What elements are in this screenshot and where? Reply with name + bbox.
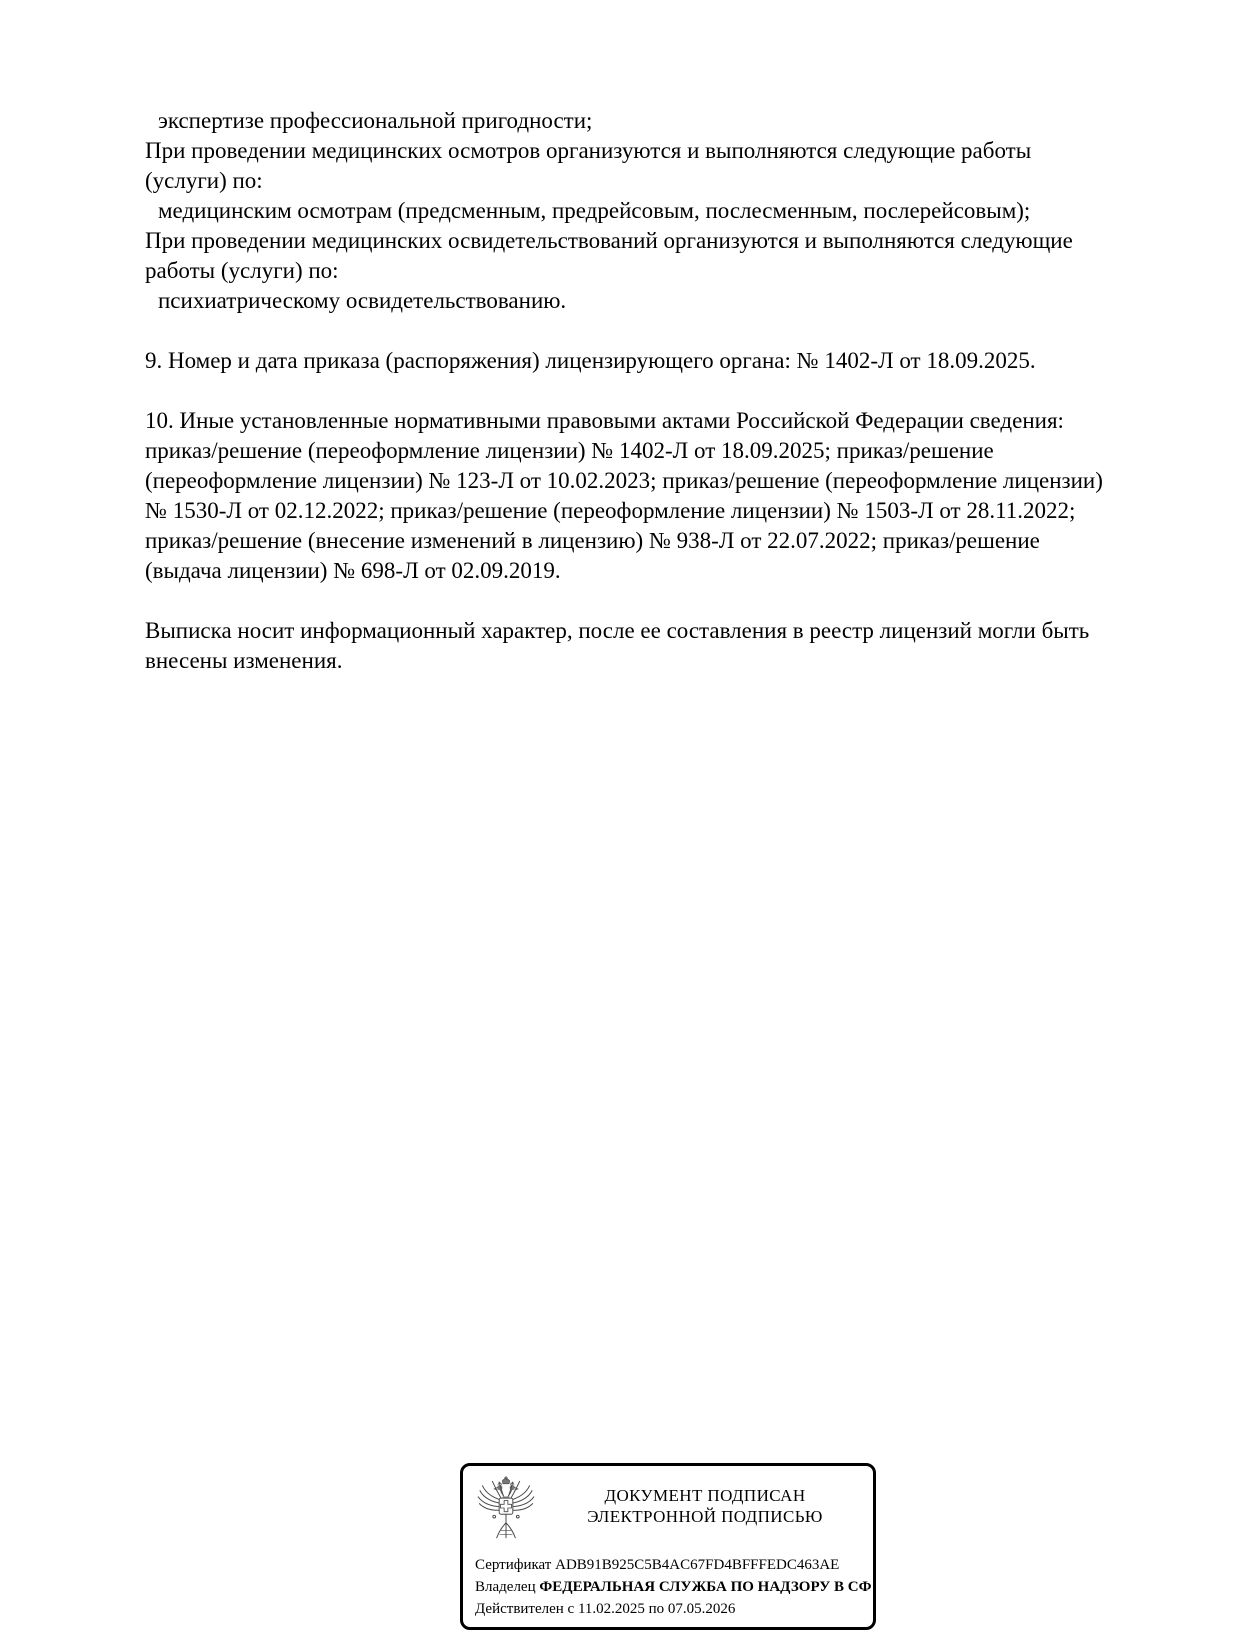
- certificate-value: ADB91B925C5B4AC67FD4BFFFEDC463AE: [555, 1557, 840, 1573]
- text-line: 10. Иные установленные нормативными правовыми актами Российской Федерации сведения:: [145, 408, 1064, 433]
- document-body: [145, 106, 1205, 676]
- text-line: Выписка носит информационный характер, после ее составления в реестр лицензий могли быть: [145, 618, 1090, 643]
- owner-value: ФЕДЕРАЛЬНАЯ СЛУЖБА ПО НАДЗОРУ В СФ: [539, 1579, 872, 1595]
- text-line: медицинским осмотрам (предсменным, предрейсовым, послесменным, послерейсовым);: [158, 198, 1031, 223]
- owner-label: Владелец: [475, 1579, 536, 1595]
- disclaimer: [145, 616, 1205, 676]
- text-line: экспертизе профессиональной пригодности;: [158, 108, 593, 133]
- item-10-other-info: [145, 406, 1205, 586]
- stamp-title-line2: ЭЛЕКТРОННОЙ ПОДПИСЬЮ: [587, 1507, 823, 1526]
- text-line: 9. Номер и дата приказа (распоряжения) лицензирующего органа: № 1402-Л от 18.09.2025.: [145, 348, 1036, 373]
- validity-row: Действителен с 11.02.2025 по 07.05.2026: [475, 1601, 736, 1617]
- text-line: приказ/решение (внесение изменений в лицензию) № 938-Л от 22.07.2022; приказ/решение: [145, 528, 1040, 553]
- text-line: внесены изменения.: [145, 648, 343, 673]
- stamp-header: [475, 1473, 873, 1543]
- signature-stamp: [460, 1463, 876, 1630]
- stamp-title-line1: ДОКУМЕНТ ПОДПИСАН: [604, 1486, 806, 1505]
- text-line: № 1530-Л от 02.12.2022; приказ/решение (переоформление лицензии) № 1503-Л от 28.11.2022;: [145, 498, 1076, 523]
- roszdravnadzor-eagle-emblem-icon: [475, 1473, 537, 1543]
- text-line: психиатрическому освидетельствованию.: [158, 288, 567, 313]
- text-line: (услуги) по:: [145, 168, 263, 193]
- stamp-details: [475, 1554, 873, 1620]
- text-line: (переоформление лицензии) № 123-Л от 10.02.2023; приказ/решение (переоформление лицензии): [145, 468, 1103, 493]
- stamp-title: [537, 1485, 873, 1527]
- text-line: работы (услуги) по:: [145, 258, 339, 283]
- text-line: При проведении медицинских осмотров организуются и выполняются следующие работы: [145, 138, 1032, 163]
- owner-row: [475, 1576, 873, 1598]
- certificate-label: Сертификат: [475, 1557, 552, 1573]
- works-services-list: [145, 106, 1205, 316]
- text-line: приказ/решение (переоформление лицензии) № 1402-Л от 18.09.2025; приказ/решение: [145, 438, 994, 463]
- certificate-row: [475, 1554, 873, 1576]
- text-line: (выдача лицензии) № 698-Л от 02.09.2019.: [145, 558, 561, 583]
- item-9-order-number: [145, 346, 1205, 376]
- text-line: При проведении медицинских освидетельствований организуются и выполняются следующие: [145, 228, 1073, 253]
